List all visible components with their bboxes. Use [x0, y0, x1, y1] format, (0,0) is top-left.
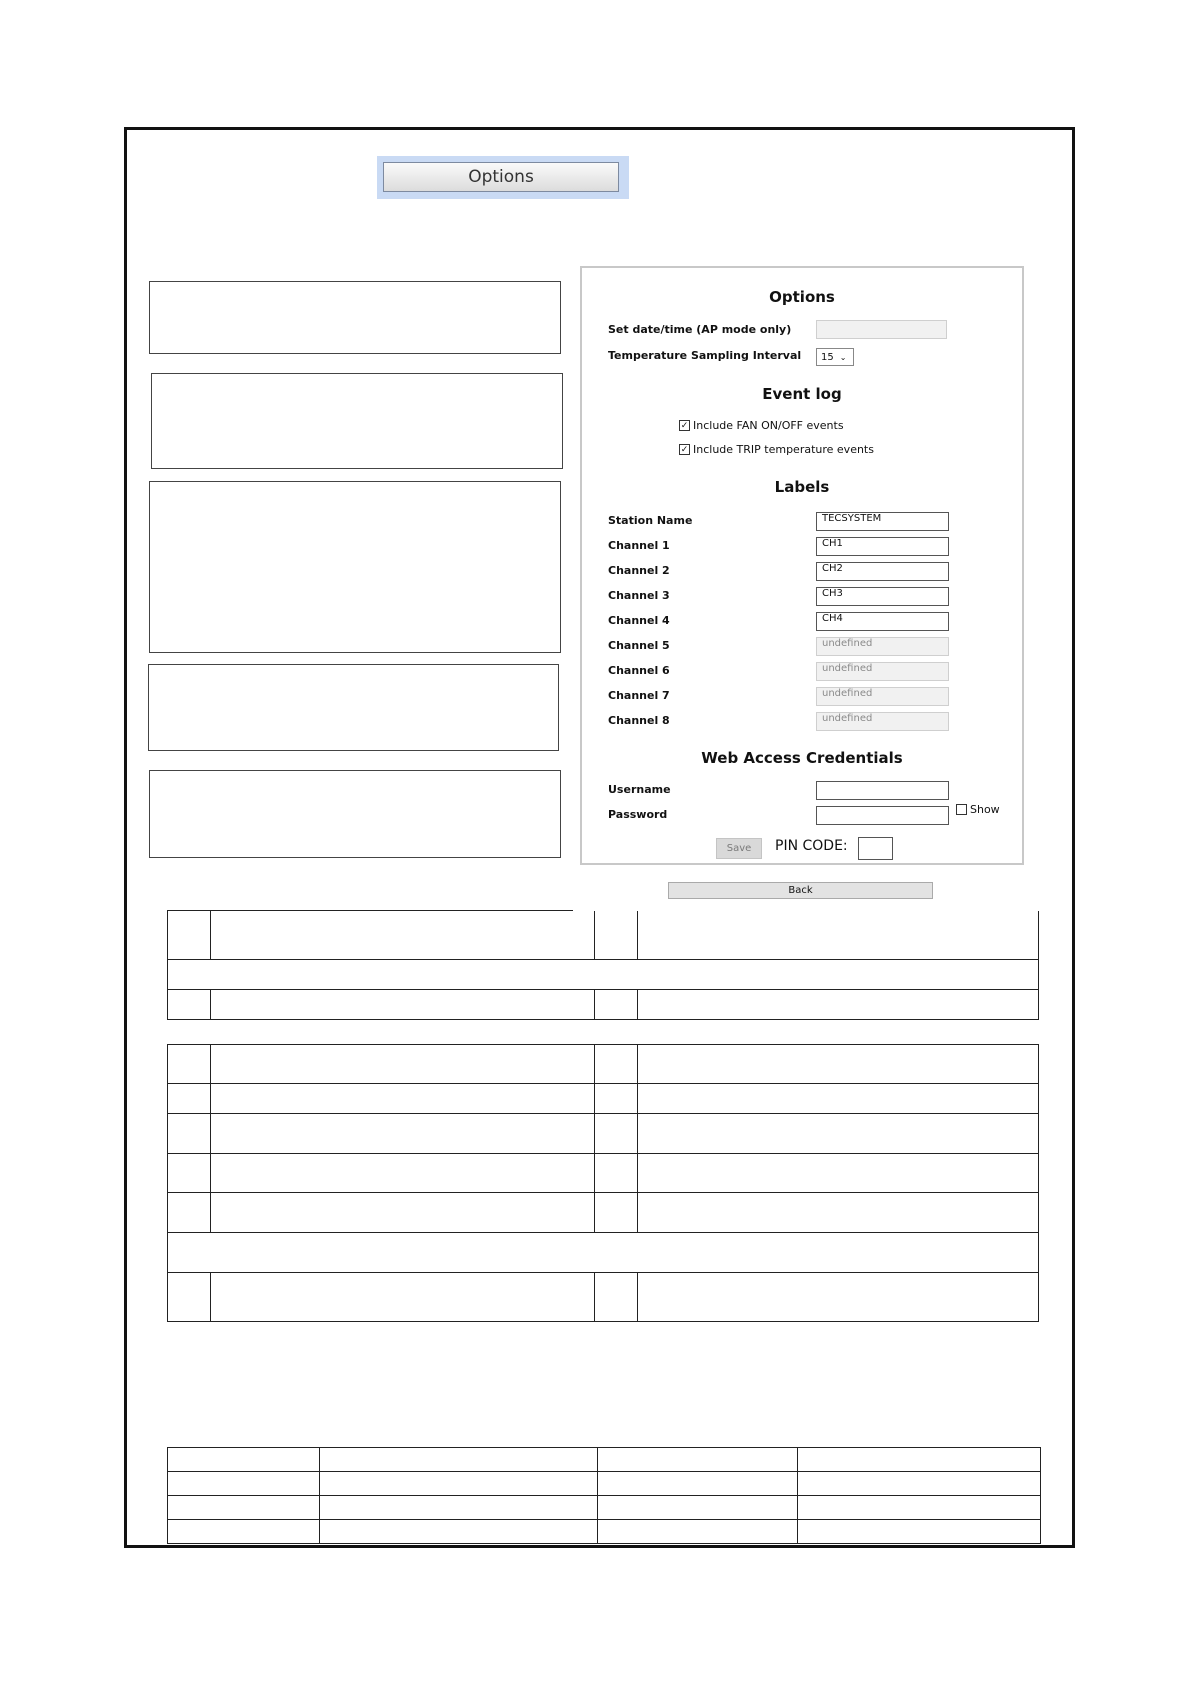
table-cell	[638, 990, 1038, 1019]
chevron-down-icon: ⌄	[839, 352, 847, 362]
username-label: Username	[608, 783, 671, 796]
table-cell	[211, 1193, 595, 1232]
show-password-option[interactable]	[956, 803, 1000, 816]
event-fan-option[interactable]	[679, 419, 844, 432]
table-row	[167, 1448, 1041, 1472]
station-name-input[interactable]: TECSYSTEM	[816, 512, 949, 531]
options-title: Options	[769, 288, 835, 306]
table-cell	[320, 1496, 598, 1519]
table-cell	[168, 1472, 320, 1495]
channel-5-input: undefined	[816, 637, 949, 656]
credentials-title: Web Access Credentials	[701, 749, 903, 767]
table-cell	[168, 1520, 320, 1543]
table-cell	[211, 1045, 595, 1083]
datetime-label: Set date/time (AP mode only)	[608, 323, 792, 336]
channel-2-input[interactable]: CH2	[816, 562, 949, 581]
channel-3-label: Channel 3	[608, 589, 670, 602]
table-row	[167, 1233, 1039, 1273]
table-row	[167, 1084, 1039, 1114]
event-fan-checkbox[interactable]: ✓	[680, 421, 689, 431]
table-cell	[211, 1114, 595, 1153]
table-cell	[638, 1114, 1038, 1153]
table-cell	[595, 1045, 638, 1083]
table-cell	[798, 1520, 1040, 1543]
table-cell	[168, 1114, 211, 1153]
channel-7-label: Channel 7	[608, 689, 670, 702]
password-label: Password	[608, 808, 668, 821]
channel-7-input: undefined	[816, 687, 949, 706]
event-trip-label: Include TRIP temperature events	[693, 443, 874, 456]
empty-box-2	[151, 373, 563, 469]
show-password-label: Show	[970, 803, 1000, 816]
table-cell	[211, 911, 595, 959]
empty-box-1	[149, 281, 561, 354]
table-cell	[168, 1496, 320, 1519]
table-cell	[320, 1448, 598, 1471]
table-cell	[320, 1520, 598, 1543]
table-cell	[211, 1273, 595, 1321]
show-password-checkbox[interactable]	[956, 804, 967, 815]
table-cell	[638, 911, 1038, 959]
options-button[interactable]: Options	[383, 162, 619, 192]
options-panel	[580, 266, 1024, 865]
table-cell	[598, 1520, 798, 1543]
table-row	[167, 911, 1039, 960]
table-row	[167, 990, 1039, 1020]
station-name-label: Station Name	[608, 514, 693, 527]
password-input[interactable]	[816, 806, 949, 825]
pin-code-input[interactable]	[858, 837, 893, 860]
table-cell	[598, 1496, 798, 1519]
event-log-title: Event log	[762, 385, 842, 403]
table-cell	[168, 911, 211, 959]
table-cell	[168, 1448, 320, 1471]
table-cell	[595, 1273, 638, 1321]
table-top-rule	[167, 910, 573, 911]
empty-table-3	[167, 1447, 1041, 1544]
table-cell	[595, 1154, 638, 1192]
table-cell	[638, 1154, 1038, 1192]
channel-4-label: Channel 4	[608, 614, 670, 627]
table-row	[167, 1472, 1041, 1496]
table-cell	[638, 1193, 1038, 1232]
datetime-input[interactable]	[816, 320, 947, 339]
channel-1-label: Channel 1	[608, 539, 670, 552]
table-row	[167, 1154, 1039, 1193]
table-row	[167, 1193, 1039, 1233]
table-cell	[595, 1193, 638, 1232]
table-cell	[598, 1472, 798, 1495]
channel-8-label: Channel 8	[608, 714, 670, 727]
channel-6-label: Channel 6	[608, 664, 670, 677]
empty-box-5	[149, 770, 561, 858]
table-cell	[595, 990, 638, 1019]
table-cell	[798, 1472, 1040, 1495]
table-row	[167, 1496, 1041, 1520]
table-cell	[168, 1084, 211, 1113]
channel-3-input[interactable]: CH3	[816, 587, 949, 606]
table-cell	[211, 1154, 595, 1192]
table-cell	[595, 1114, 638, 1153]
empty-table-2	[167, 1044, 1039, 1322]
labels-title: Labels	[774, 478, 830, 496]
table-cell	[320, 1472, 598, 1495]
empty-box-3	[149, 481, 561, 653]
table-cell	[638, 1084, 1038, 1113]
back-button[interactable]: Back	[668, 882, 933, 899]
empty-table-1	[167, 911, 1039, 1020]
table-row	[167, 1114, 1039, 1154]
table-cell	[638, 1273, 1038, 1321]
pin-code-label: PIN CODE:	[775, 838, 848, 854]
channel-4-input[interactable]: CH4	[816, 612, 949, 631]
channel-5-label: Channel 5	[608, 639, 670, 652]
table-cell	[595, 1084, 638, 1113]
table-row	[167, 1045, 1039, 1084]
table-row	[167, 1273, 1039, 1322]
interval-label: Temperature Sampling Interval	[608, 349, 802, 362]
channel-1-input[interactable]: CH1	[816, 537, 949, 556]
save-button[interactable]: Save	[716, 838, 762, 859]
interval-select[interactable]	[816, 348, 854, 366]
table-cell	[638, 1045, 1038, 1083]
table-cell	[598, 1448, 798, 1471]
channel-6-input: undefined	[816, 662, 949, 681]
event-trip-option[interactable]	[679, 443, 874, 456]
table-cell	[168, 1193, 211, 1232]
empty-box-4	[148, 664, 559, 751]
table-cell	[595, 911, 638, 959]
event-trip-checkbox[interactable]: ✓	[680, 445, 689, 455]
channel-8-input: undefined	[816, 712, 949, 731]
table-cell	[168, 1154, 211, 1192]
table-cell	[211, 1084, 595, 1113]
table-cell	[168, 1045, 211, 1083]
username-input[interactable]	[816, 781, 949, 800]
table-cell	[168, 1273, 211, 1321]
table-cell	[798, 1448, 1040, 1471]
table-cell	[211, 990, 595, 1019]
table-cell	[168, 990, 211, 1019]
table-row	[167, 960, 1039, 990]
table-row	[167, 1520, 1041, 1544]
event-fan-label: Include FAN ON/OFF events	[693, 419, 844, 432]
interval-value: 15	[821, 351, 834, 363]
table-cell	[798, 1496, 1040, 1519]
channel-2-label: Channel 2	[608, 564, 670, 577]
